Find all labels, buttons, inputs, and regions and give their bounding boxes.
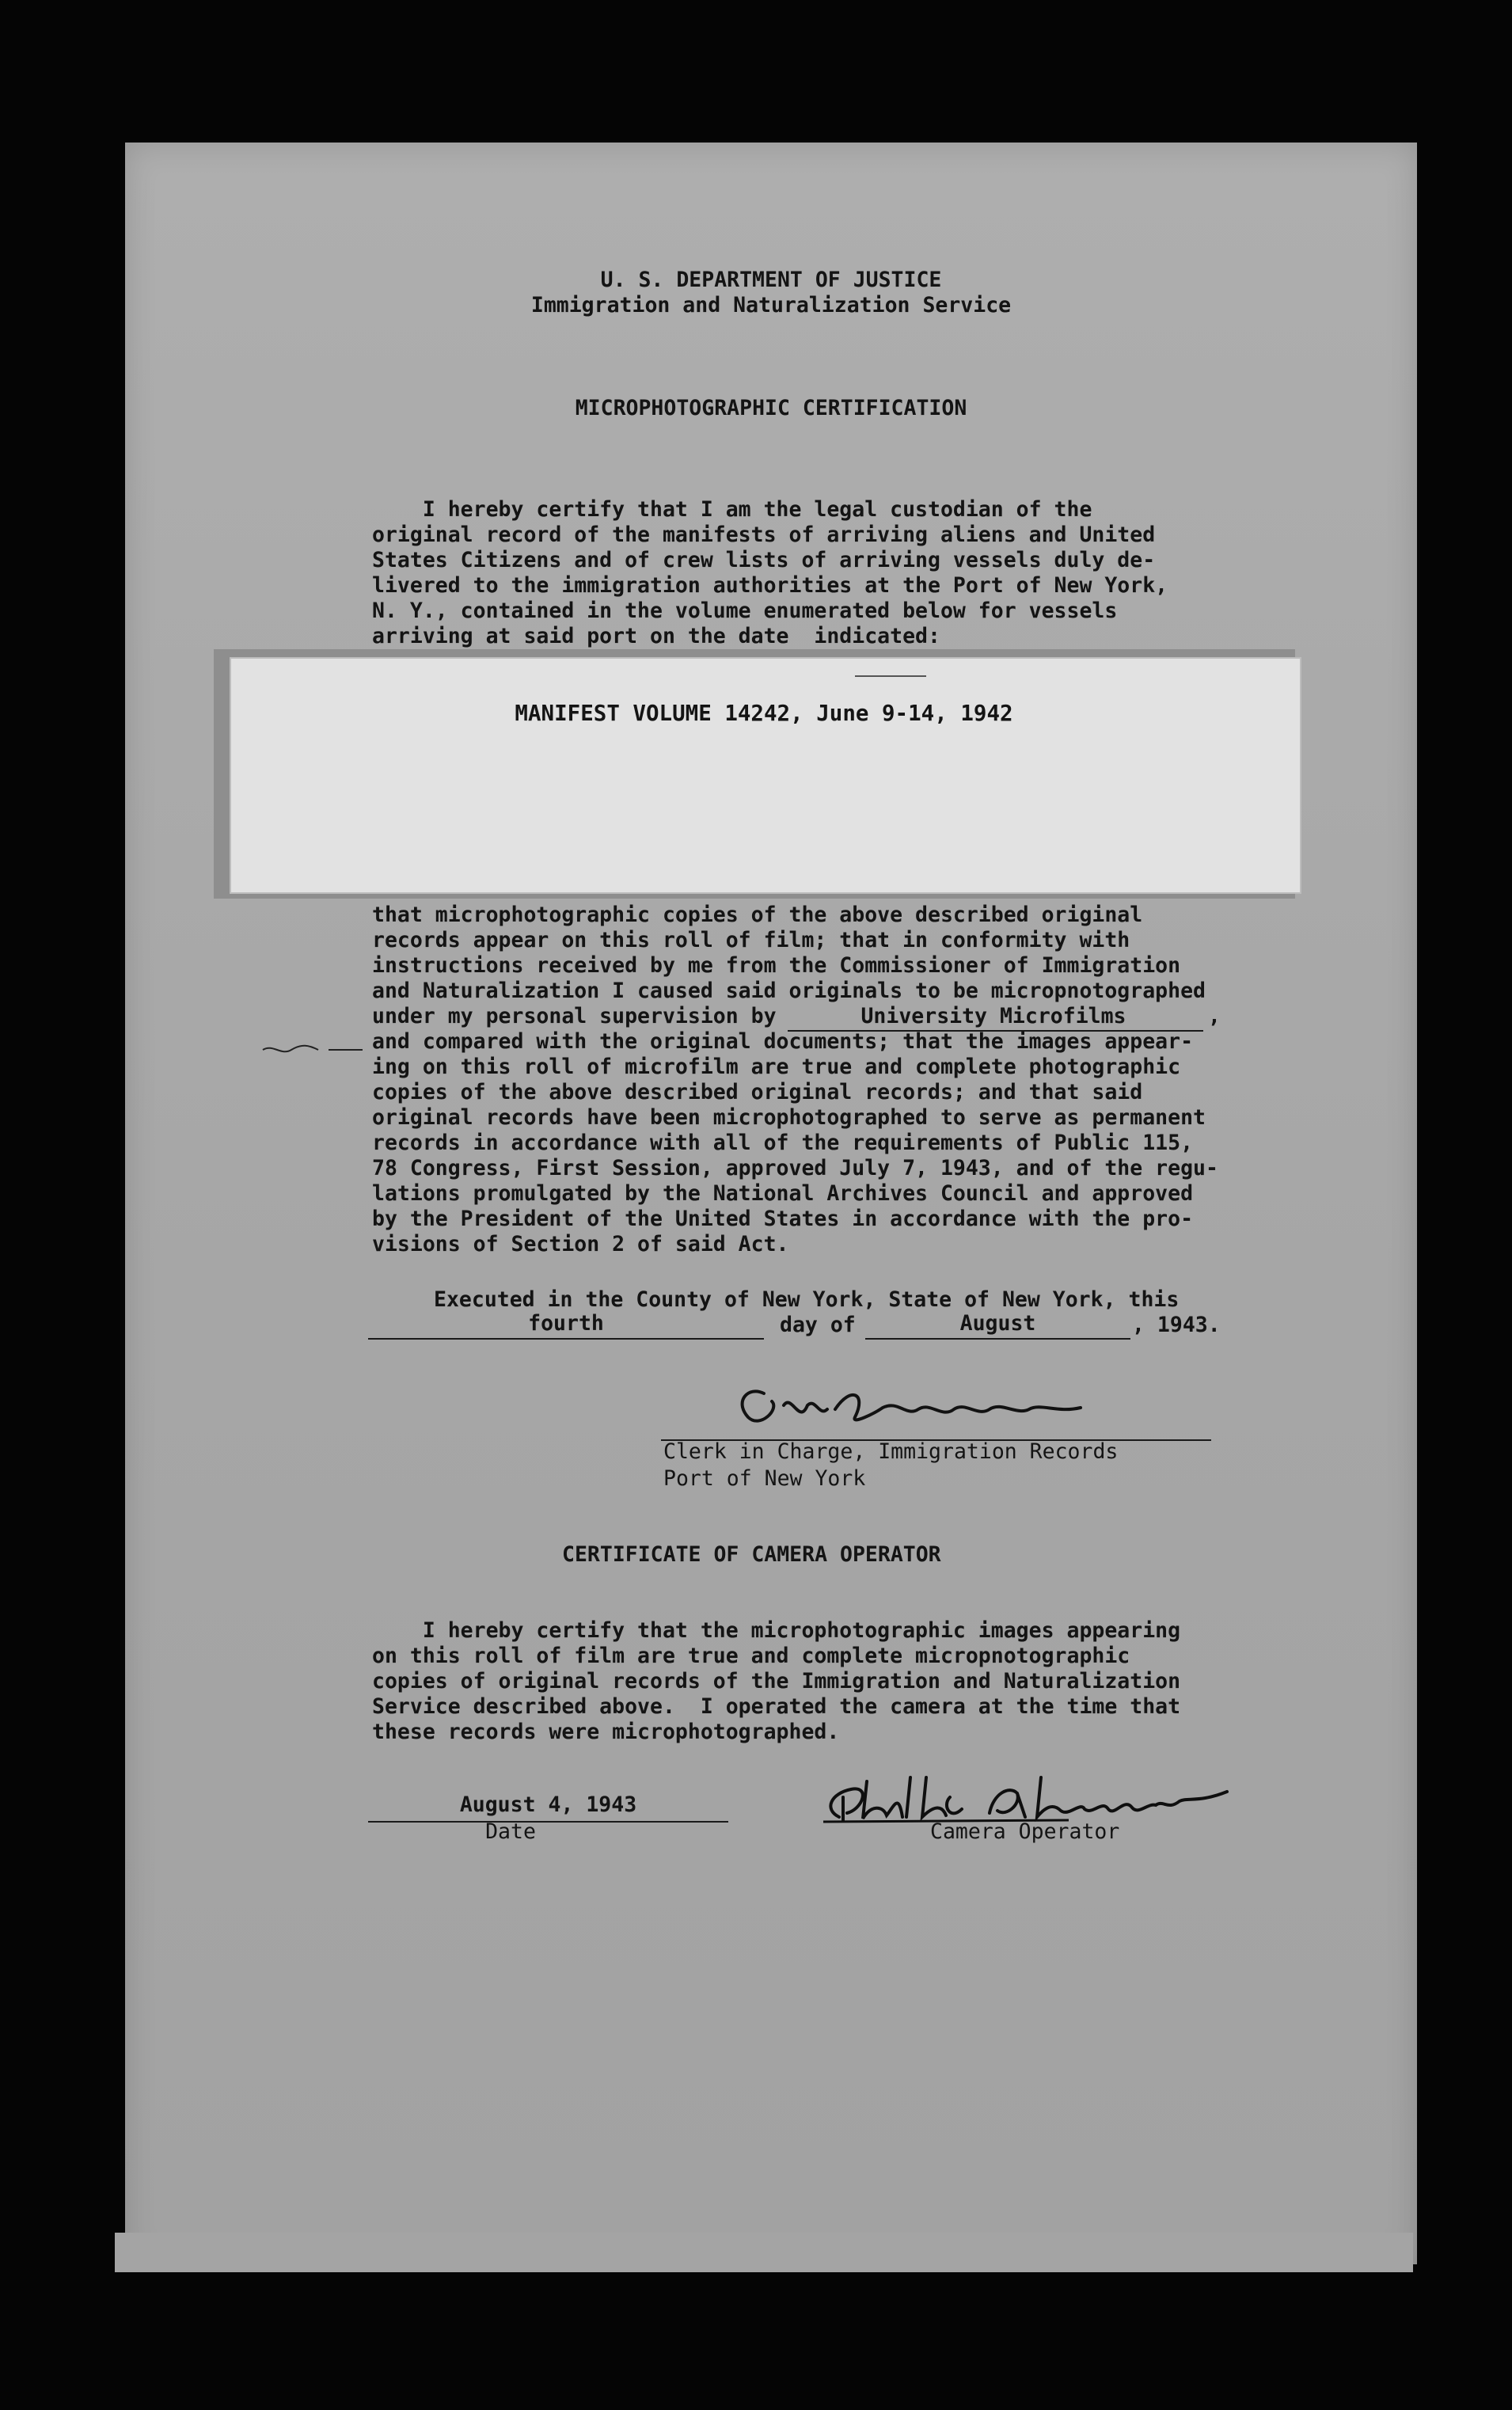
executed-line: Executed in the County of New York, State of New York, this (434, 1287, 1180, 1312)
volume-strip-mark (855, 675, 926, 677)
body-line: by the President of the United States in accordance with the pro- (372, 1207, 1194, 1231)
body-line: copies of the above described original records; and that said (372, 1080, 1143, 1104)
clerk-signature (716, 1370, 1112, 1441)
body-line: original records have been microphotographed to serve as permanent (372, 1105, 1206, 1130)
body-line: and compared with the original documents; that the images appear- (372, 1029, 1194, 1054)
body-line: and Naturalization I caused said originals to be micropnotographed (372, 979, 1206, 1003)
camera-line: on this roll of film are true and complete micropnotographic (372, 1644, 1130, 1668)
body-line: that microphotographic copies of the above described original (372, 903, 1143, 927)
clerk-title: Clerk in Charge, Immigration Records (663, 1439, 1119, 1464)
operator-label: Camera Operator (930, 1819, 1120, 1844)
body-line: records appear on this roll of film; that in conformity with (372, 928, 1130, 952)
camera-line: these records were microphotographed. (372, 1720, 840, 1744)
intro-line: livered to the immigration authorities at the Port of New York, (372, 573, 1168, 598)
certification-title: MICROPHOTOGRAPHIC CERTIFICATION (575, 396, 967, 420)
year-value: , 1943. (1132, 1313, 1221, 1337)
month-underline (865, 1338, 1130, 1340)
day-underline (368, 1338, 764, 1340)
date-label: Date (485, 1819, 536, 1844)
intro-line: original record of the manifests of arriving aliens and United (372, 523, 1156, 547)
day-of-label: day of (780, 1313, 856, 1337)
department-heading: U. S. DEPARTMENT OF JUSTICE (600, 268, 942, 292)
certificate-date: August 4, 1943 (459, 1792, 637, 1817)
body-line: ing on this roll of microfilm are true and complete photographic (372, 1055, 1181, 1079)
volume-strip (230, 657, 1301, 894)
intro-line: arriving at said port on the date indicated: (372, 624, 940, 648)
day-value: fourth (528, 1311, 604, 1336)
supervisor-comma: , (1208, 1004, 1221, 1028)
body-line: records in accordance with all of the requirements of Public 115, (372, 1131, 1194, 1155)
camera-heading: CERTIFICATE OF CAMERA OPERATOR (562, 1542, 941, 1567)
page-bottom-edge (115, 2233, 1413, 2272)
clerk-location: Port of New York (663, 1466, 866, 1491)
service-heading: Immigration and Naturalization Service (530, 293, 1012, 317)
camera-line: I hereby certify that the microphotographic images appearing (372, 1618, 1181, 1643)
margin-mark (261, 1042, 364, 1058)
body-line: instructions received by me from the Commissioner of Immigration (372, 953, 1181, 978)
month-value: August (959, 1311, 1036, 1336)
body-line: under my personal supervision by (372, 1004, 777, 1028)
intro-line: I hereby certify that I am the legal custodian of the (372, 497, 1092, 522)
supervisor-name: University Microfilms (860, 1004, 1126, 1028)
intro-line: N. Y., contained in the volume enumerated below for vessels (372, 599, 1118, 623)
body-line: lations promulgated by the National Archives Council and approved (372, 1181, 1194, 1206)
body-line: 78 Congress, First Session, approved July 7, 1943, and of the regu- (372, 1156, 1218, 1180)
camera-line: copies of original records of the Immigration and Naturalization (372, 1669, 1181, 1693)
intro-line: States Citizens and of crew lists of arriving vessels duly de- (372, 548, 1156, 572)
camera-line: Service described above. I operated the camera at the time that (372, 1694, 1181, 1719)
manifest-volume: MANIFEST VOLUME 14242, June 9-14, 1942 (515, 701, 1013, 726)
body-line: visions of Section 2 of said Act. (372, 1232, 789, 1256)
